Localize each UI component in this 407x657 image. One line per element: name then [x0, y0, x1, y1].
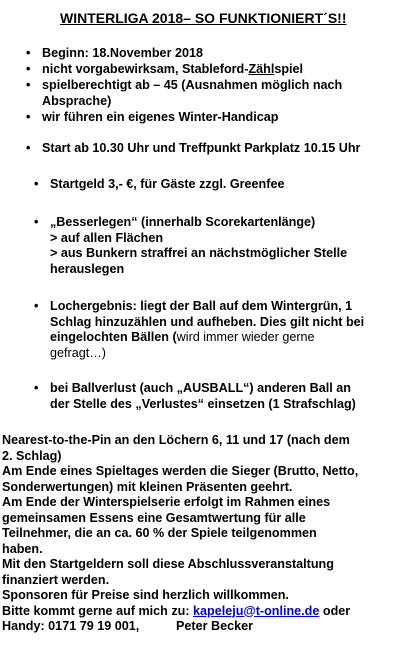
text-line: 2. Schlag) [2, 448, 62, 463]
text-line: Bitte kommt gerne auf mich zu: [2, 603, 194, 618]
item-text: eingelochten Bällen ( [50, 330, 177, 344]
text-line: Teilnehmer, die an ca. 60 % der Spiele teilgenommen [2, 526, 317, 540]
email-link[interactable]: kapeleju@t-online.de [193, 603, 320, 618]
paragraph-phone [2, 619, 406, 635]
text-line: Mit den Startgeldern soll diese Abschlussveranstaltung [2, 557, 334, 571]
item-text: > aus Bunkern straffrei an nächstmöglicher Stelle [50, 246, 348, 260]
text-line: finanziert werden. [2, 572, 110, 587]
item-text: nicht vorgabewirksam, Stableford- [42, 62, 249, 76]
page-title: WINTERLIGA 2018– SO FUNKTIONIERT´S!! [60, 10, 347, 26]
paragraph-contact [2, 604, 406, 620]
text-line: Sonderwertungen) mit kleinen Präsenten geehrt. [2, 479, 293, 494]
item-text: bei Ballverlust (auch „AUSBALL“) anderen Ball an [50, 381, 351, 395]
item-text: „Besserlegen“ (innerhalb Scorekartenlänge) [50, 215, 316, 229]
item-text: der Stelle des „Verlustes“ einsetzen (1 Strafschlag) [50, 396, 356, 411]
list-item-scoring [26, 62, 402, 78]
item-text: Startgeld 3,- €, für Gäste zzgl. Greenfee [50, 177, 285, 191]
item-text-underlined: Zähl [248, 62, 275, 76]
contact-name: Peter Becker [176, 619, 254, 633]
phone-number: Handy: 0171 79 19 001, [2, 619, 140, 633]
list-item-start-time [26, 141, 406, 157]
item-text: herauslegen [50, 261, 125, 276]
item-text: Lochergebnis: liegt der Ball auf dem Wintergrün, 1 [50, 299, 353, 313]
bullet-icon: • [26, 78, 31, 92]
bullet-icon: • [34, 177, 39, 191]
item-text: wir führen ein eigenes Winter-Handicap [42, 110, 279, 124]
item-text: Absprache) [42, 93, 112, 108]
paragraph-winners [2, 464, 406, 495]
bullet-icon: • [34, 215, 39, 229]
list-item-preferred-lies [34, 215, 402, 277]
text-line: Am Ende eines Spieltages werden die Sieger (Brutto, Netto, [2, 464, 359, 478]
paragraph-nearest-pin [2, 433, 406, 464]
list-item-eligibility [26, 78, 402, 109]
bullet-icon: • [26, 46, 31, 60]
text-line: oder [319, 603, 351, 618]
text-line: Am Ende der Winterspielserie erfolgt im Rahmen eines [2, 495, 331, 509]
item-text: spielberechtigt ab – 45 (Ausnahmen möglich nach [42, 78, 343, 92]
list-item-handicap [26, 110, 402, 126]
footer-text [2, 433, 406, 635]
item-text: Schlag hinzuzählen und aufheben. Dies gilt nicht bei [50, 314, 365, 329]
item-text: > auf allen Flächen [50, 230, 164, 245]
paragraph-sponsors: Sponsoren für Preise sind herzlich willkommen. [2, 588, 289, 602]
item-text: spiel [274, 62, 304, 76]
item-text: Start ab 10.30 Uhr und Treffpunkt Parkplatz 10.15 Uhr [42, 141, 361, 155]
paragraph-financing [2, 557, 406, 588]
item-text-normal: wird immer wieder gerne [176, 330, 315, 344]
list-item-fee [34, 177, 400, 193]
item-text-normal: gefragt…) [50, 345, 106, 360]
list-item-lost-ball [34, 381, 404, 412]
text-line: Nearest-to-the-Pin an den Löchern 6, 11 und 17 (nach dem [2, 433, 350, 447]
list-item-start-date [26, 46, 402, 62]
bullet-icon: • [34, 381, 39, 395]
bullet-icon: • [26, 110, 31, 124]
bullet-icon: • [26, 62, 31, 76]
bullet-icon: • [26, 141, 31, 155]
item-text: Beginn: 18.November 2018 [42, 46, 203, 60]
text-line: haben. [2, 541, 43, 556]
list-item-hole-result [34, 299, 404, 361]
bullet-icon: • [34, 299, 39, 313]
text-line: gemeinsamen Essens eine Gesamtwertung für alle [2, 510, 306, 525]
paragraph-overall-ranking [2, 495, 406, 557]
